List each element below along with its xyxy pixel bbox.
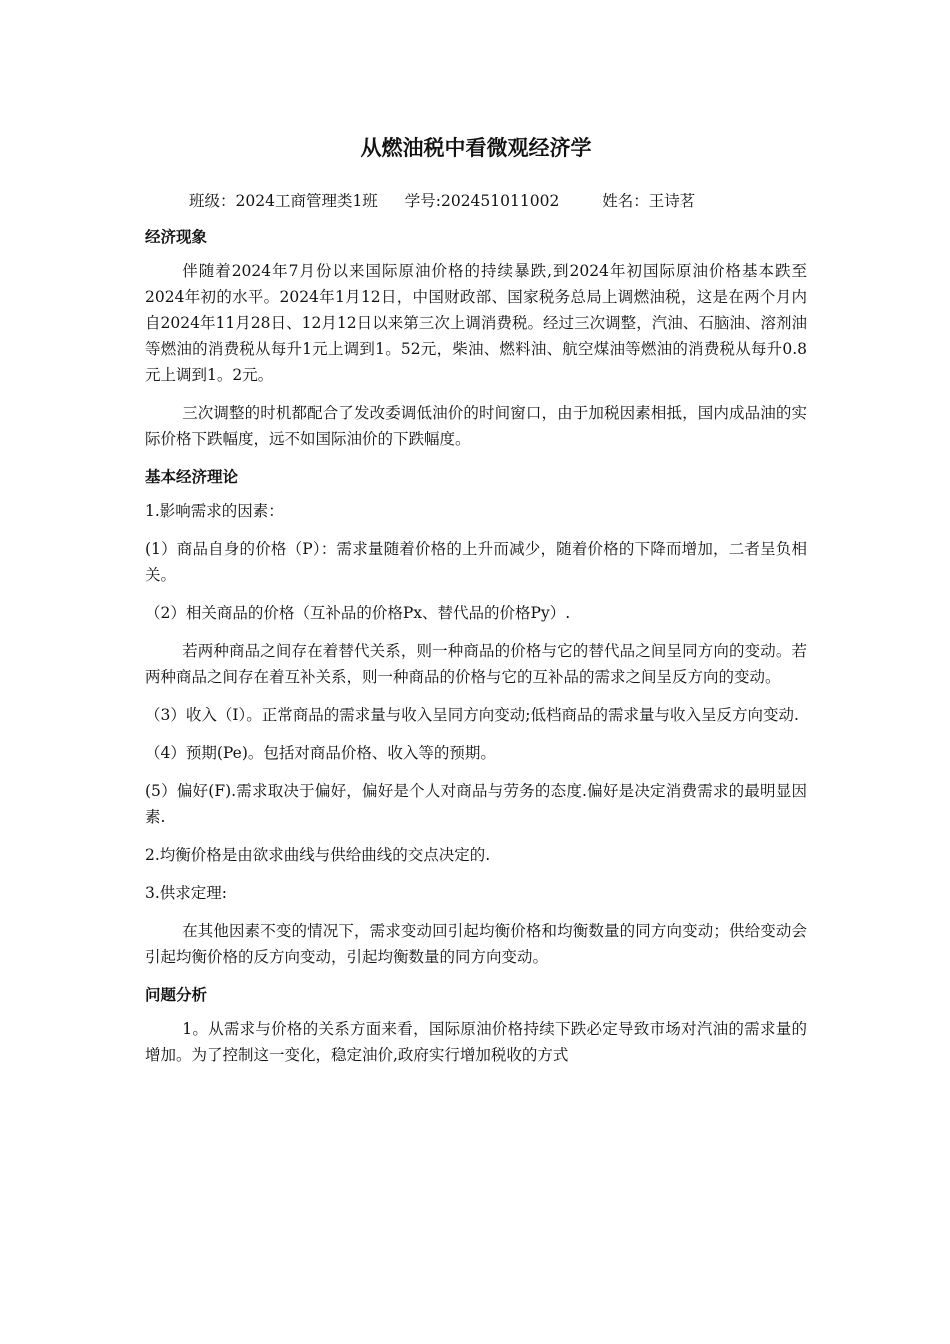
student-info-line <box>145 188 807 214</box>
theory-item-3-detail: 在其他因素不变的情况下，需求变动回引起均衡价格和均衡数量的同方向变动；供给变动会引起均衡价格的反方向变动，引起均衡数量的同方向变动。 <box>145 922 807 966</box>
theory-factor-5: (5）偏好(F).需求取决于偏好，偏好是个人对商品与劳务的态度.偏好是决定消费需求的最明显因素. <box>145 782 807 826</box>
section-heading-theory: 基本经济理论 <box>145 468 239 486</box>
document-body <box>145 132 807 1080</box>
class-info: 班级：2024工商管理类1班 <box>189 192 378 210</box>
section-heading-phenomenon: 经济现象 <box>145 228 208 246</box>
student-name-info: 姓名：王诗茗 <box>602 192 696 210</box>
theory-item-2: 2.均衡价格是由欲求曲线与供给曲线的交点决定的. <box>145 846 491 864</box>
analysis-paragraph-1: 1。从需求与价格的关系方面来看，国际原油价格持续下跌必定导致市场对汽油的需求量的增加。为了控制这一变化，稳定油价,政府实行增加税收的方式 <box>145 1020 807 1064</box>
theory-factor-2-detail: 若两种商品之间存在着替代关系，则一种商品的价格与它的替代品之间呈同方向的变动。若两种商品之间存在着互补关系，则一种商品的价格与它的互补品的需求之间呈反方向的变动。 <box>145 642 807 686</box>
theory-item-1: 1.影响需求的因素： <box>145 502 284 520</box>
theory-factor-3: （3）收入（I）。正常商品的需求量与收入呈同方向变动;低档商品的需求量与收入呈反方向变动. <box>145 706 799 724</box>
theory-item-3: 3.供求定理: <box>145 884 228 902</box>
theory-factor-2: （2）相关商品的价格（互补品的价格Px、替代品的价格Py）. <box>145 604 571 622</box>
phenomenon-paragraph-2: 三次调整的时机都配合了发改委调低油价的时间窗口，由于加税因素相抵，国内成品油的实际价格下跌幅度，远不如国际油价的下跌幅度。 <box>145 404 807 448</box>
phenomenon-paragraph-1: 伴随着2024年7月份以来国际原油价格的持续暴跌,到2024年初国际原油价格基本跌至2024年初的水平。2024年1月12日，中国财政部、国家税务总局上调燃油税，这是在两个月内自2024年11月28日、12月12日以来第三次上调消费税。经过三次调整，汽油、石脑油、溶剂油等燃油的消费税从每升1元上调到1。52元，柴油、燃料油、航空煤油等燃油的消费税从每升0.8元上调到1。2元。 <box>145 262 807 384</box>
student-id-info: 学号:202451011002 <box>404 192 560 210</box>
theory-factor-4: （4）预期(Pe)。包括对商品价格、收入等的预期。 <box>145 744 496 762</box>
section-heading-analysis: 问题分析 <box>145 986 208 1004</box>
document-title: 从燃油税中看微观经济学 <box>360 136 592 160</box>
theory-factor-1: (1）商品自身的价格（P）：需求量随着价格的上升而减少，随着价格的下降而增加，二者呈负相关。 <box>145 540 807 584</box>
